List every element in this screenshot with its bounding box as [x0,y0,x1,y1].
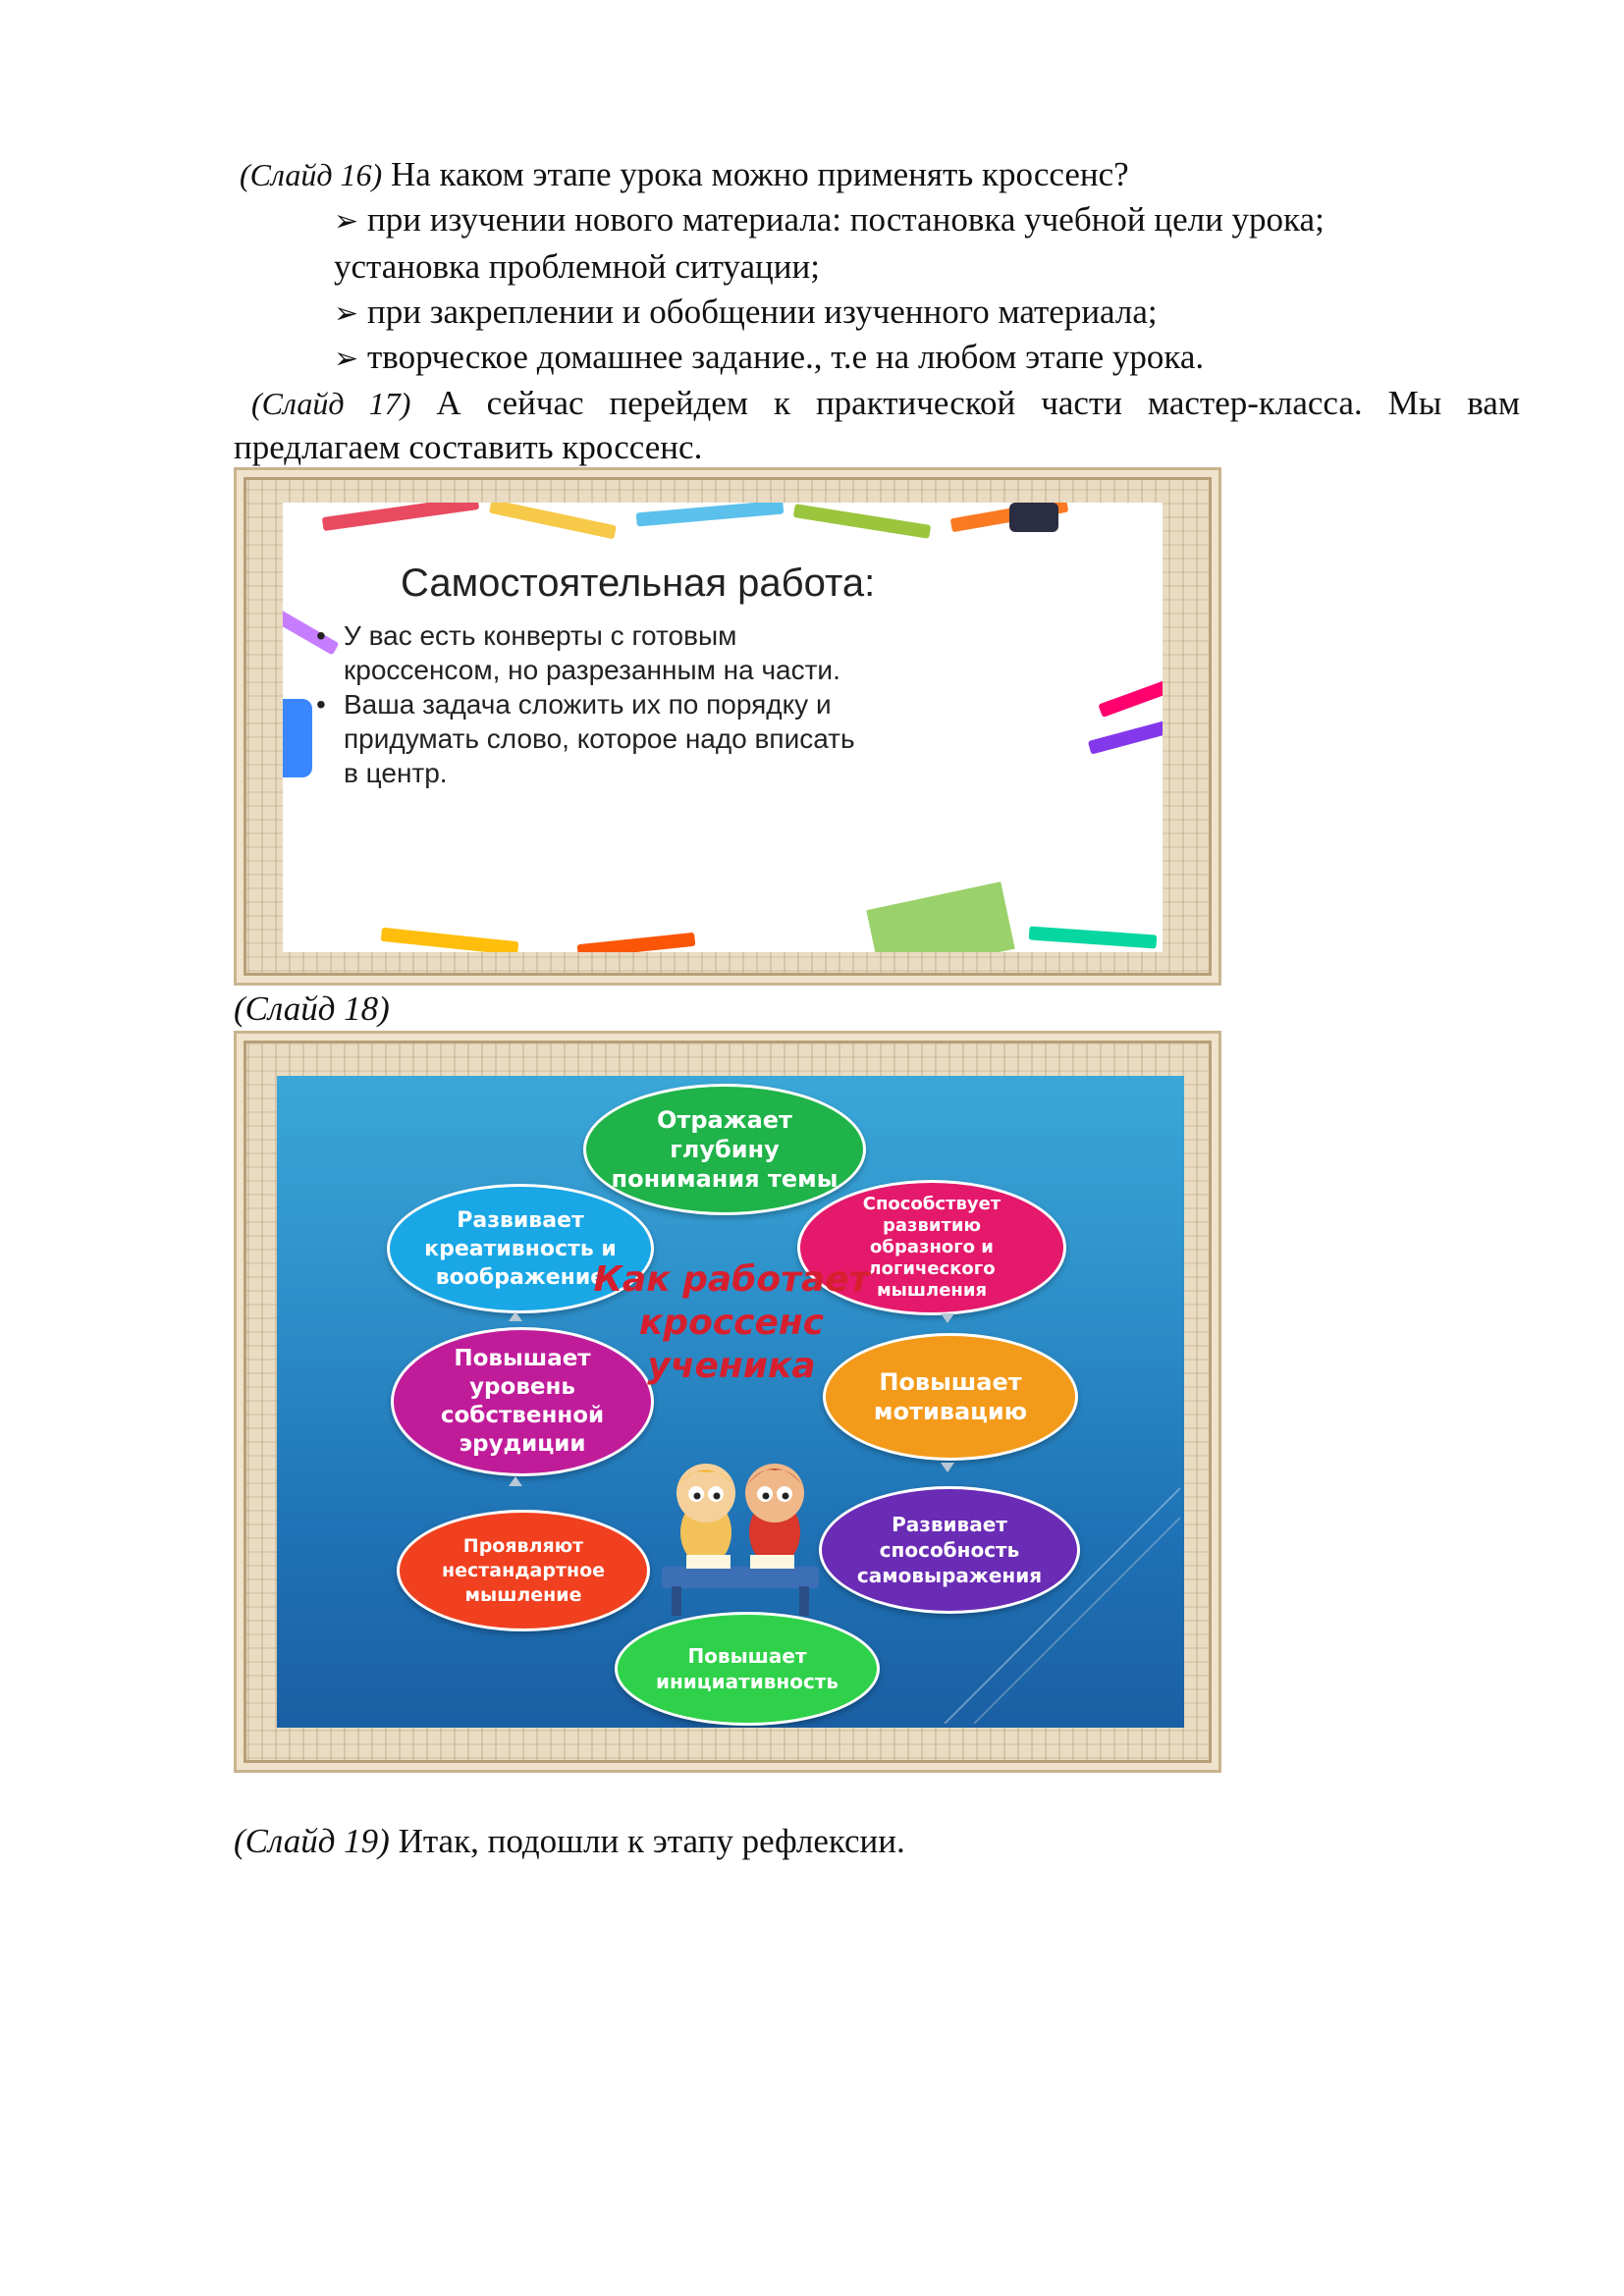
slide-17-content [283,503,1163,952]
paint-box-icon [283,699,312,777]
oval-line: уровень [469,1374,575,1400]
paragraph-text: Итак, подошли к этапу рефлексии. [389,1822,905,1860]
arrow-up-icon [509,1476,522,1486]
pencil-icon [793,504,931,539]
paragraph-text: На каком этапе урока можно применять кроссенс? [382,155,1129,193]
oval-line: Отражает [657,1106,792,1134]
pencil-icon [636,503,785,527]
oval-text [441,1345,604,1459]
oval-line: логического [868,1258,996,1279]
bullet-dot: • [316,689,326,720]
bullet-item [334,198,1325,243]
oval-line: Способствует [862,1194,1001,1214]
slide-18-content [277,1076,1184,1728]
bullet-item [334,336,1204,381]
bullet-dot: • [316,620,326,651]
pencil-icon [489,503,617,539]
arrow-down-icon [941,1313,954,1323]
oval-line: Повышает [687,1644,807,1668]
pencil-icon [1088,716,1163,754]
pencil-icon [577,933,696,952]
oval-line: Развивает [892,1513,1007,1536]
oval-line: собственной [440,1403,605,1428]
arrow-bullet-icon: ➢ [334,296,359,331]
slide-label: (Слайд 17) [251,386,411,421]
center-title [589,1258,874,1388]
arrow-down-icon [941,1463,954,1472]
bullet-item [334,291,1158,336]
slide-label: (Слайд 18) [234,989,390,1028]
arrow-bullet-icon: ➢ [334,342,359,376]
center-title-line: кроссенс [638,1303,825,1343]
bullet-line: У вас есть конверты с готовым [344,620,737,651]
oval-line: мотивацию [873,1398,1028,1425]
ruler-icon [866,881,1014,952]
slide-label: (Слайд 16) [240,157,383,192]
oval-line: воображение [435,1264,606,1290]
palette-icon [1009,503,1058,532]
slide-bullet [316,618,840,687]
arrow-bullet-icon: ➢ [334,204,359,239]
oval-line: Развивает [457,1207,584,1233]
slide-label: (Слайд 19) [234,1822,390,1860]
pencil-icon [322,503,479,531]
slide-bullet [316,687,855,790]
oval-text [656,1643,839,1694]
slide-17-image [234,467,1221,986]
oval-text [857,1512,1042,1588]
oval-line: нестандартное [441,1559,606,1581]
oval-line: креативность и [424,1236,617,1261]
cartoon-students-icon [642,1439,839,1616]
oval-line: Повышает [879,1368,1022,1396]
bullet-text: установка проблемной ситуации; [334,247,820,286]
pencil-icon [381,928,519,952]
oval-reflects-depth [583,1084,866,1215]
oval-line: способность [879,1538,1020,1562]
oval-text [612,1105,839,1194]
oval-line: мышления [876,1280,988,1301]
paragraph-slide-17 [251,381,1520,426]
bullet-text: при закреплении и обобщении изученного материала; [367,293,1158,331]
oval-line: глубину [670,1136,780,1163]
oval-non-standard-thinking [397,1510,650,1631]
pencil-icon [1098,674,1163,718]
oval-line: мышление [464,1583,582,1606]
oval-line: образного и [870,1237,994,1257]
pencil-icon [1029,926,1158,948]
paragraph-slide-16 [240,153,1129,196]
oval-text [442,1534,605,1608]
bullet-line: Ваша задача сложить их по порядку и [344,689,832,720]
center-title-line: ученика [647,1346,816,1386]
oval-text [863,1194,1001,1302]
oval-line: Проявляют [462,1534,584,1557]
oval-line: инициативность [655,1670,839,1693]
oval-line: самовыражения [856,1564,1043,1587]
bullet-line: придумать слово, которое надо вписать [344,723,855,754]
oval-text [424,1206,617,1292]
bullet-text: творческое домашнее задание., т.е на любом этапе урока. [367,338,1205,376]
center-title-line: Как работает [593,1259,870,1300]
oval-line: развитию [882,1215,982,1236]
bullet-line: в центр. [344,758,448,788]
slide-title: Самостоятельная работа: [401,561,876,605]
paragraph-text: предлагаем составить кроссенс. [234,428,703,466]
bullet-continuation [334,245,820,289]
oval-increases-initiative [615,1612,880,1726]
paragraph-text: А сейчас перейдем к практической части мастер-класса. Мы вам [410,384,1520,422]
oval-develops-self-expression [819,1486,1080,1614]
oval-line: понимания темы [611,1165,839,1193]
paragraph-slide-18 [234,988,390,1031]
paragraph-slide-19 [234,1820,905,1863]
oval-line: Повышает [454,1346,591,1371]
oval-line: эрудиции [459,1431,586,1457]
arrow-up-icon [509,1311,522,1321]
bullet-text: при изучении нового материала: постановка учебной цели урока; [367,200,1325,239]
slide-18-image [234,1031,1221,1773]
bullet-line: кроссенсом, но разрезанным на части. [344,655,840,685]
paragraph-continuation [234,426,702,469]
oval-text [874,1367,1027,1426]
